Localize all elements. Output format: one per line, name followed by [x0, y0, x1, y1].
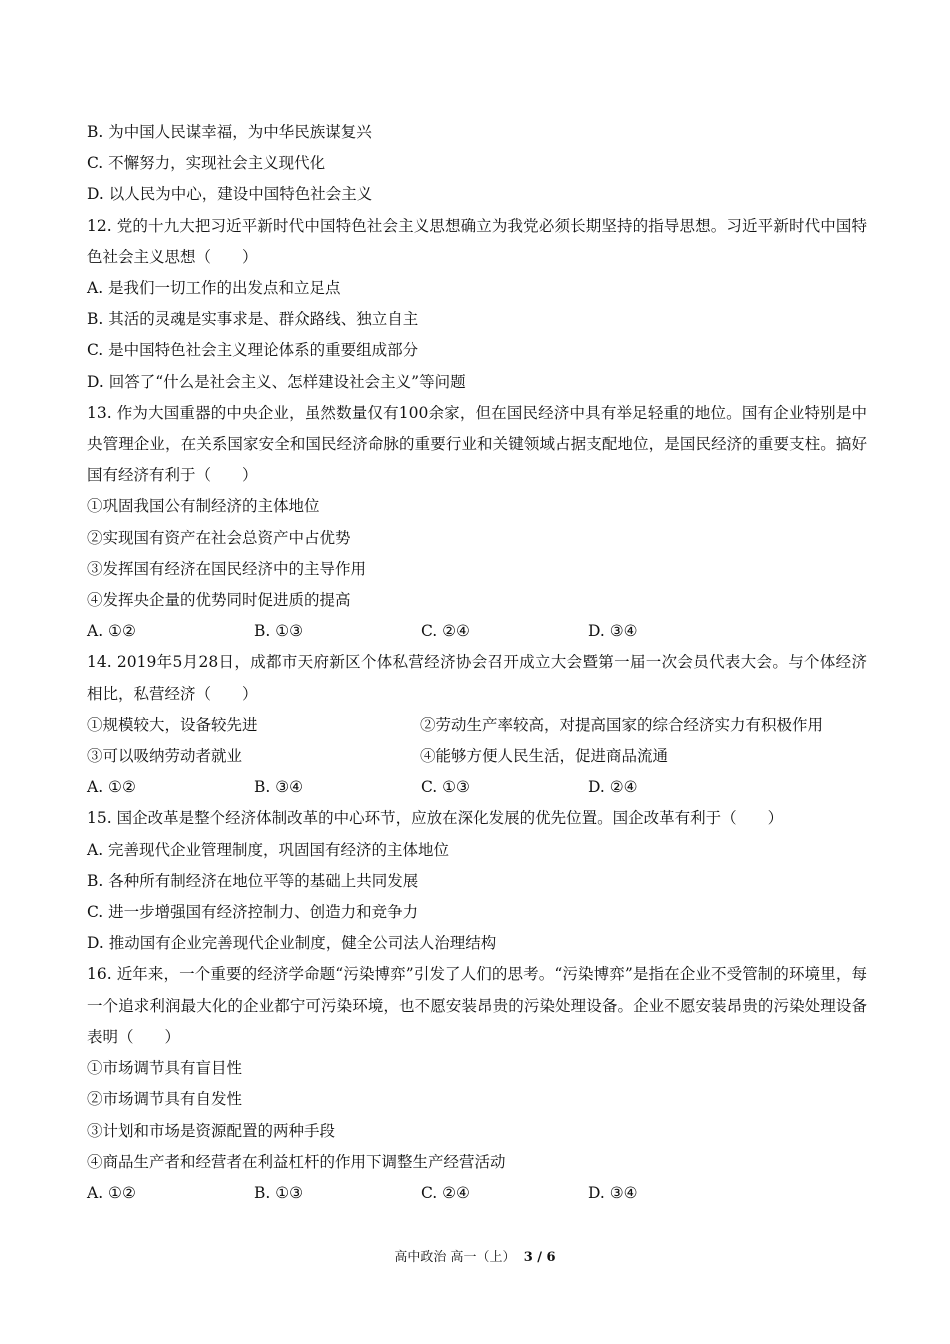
q14-option-a: A. ①②: [87, 778, 136, 797]
q12-option-a: A. 是我们一切工作的出发点和立足点: [87, 279, 341, 298]
q14-statements-row-2: [87, 741, 867, 772]
q14-statement-3: ③可以吸纳劳动者就业: [87, 747, 243, 766]
q14-option-b: B. ③④: [254, 778, 304, 797]
q12-option-d: D. 回答了“什么是社会主义、怎样建设社会主义”等问题: [87, 372, 466, 391]
q13-statement-4: ④发挥央企量的优势同时促进质的提高: [87, 591, 351, 610]
q15-option-a: A. 完善现代企业管理制度，巩固国有经济的主体地位: [87, 840, 450, 859]
q15-option-b: B. 各种所有制经济在地位平等的基础上共同发展: [87, 871, 419, 890]
q13-statement-2: ②实现国有资产在社会总资产中占优势: [87, 528, 351, 547]
q11-option-c: C. 不懈努力，实现社会主义现代化: [87, 154, 326, 173]
q16-options: [87, 1178, 867, 1209]
q12-option-c: C. 是中国特色社会主义理论体系的重要组成部分: [87, 341, 419, 360]
q13-stem: 13. 作为大国重器的中央企业，虽然数量仅有100余家，但在国民经济中具有举足轻重的地位。国有企业特别是中央管理企业，在关系国家安全和国民经济命脉的重要行业和关键领域占据支配地位，是国民经济的重要支柱。搞好国有经济有利于（ ）: [87, 403, 867, 485]
page-footer: [0, 1248, 950, 1268]
q16-statement-4: ④商品生产者和经营者在利益杠杆的作用下调整生产经营活动: [87, 1152, 506, 1171]
q12-option-b: B. 其活的灵魂是实事求是、群众路线、独立自主: [87, 310, 419, 329]
q16-statement-2: ②市场调节具有自发性: [87, 1090, 243, 1109]
q13-option-b: B. ①③: [254, 622, 304, 641]
q15-stem: 15. 国企改革是整个经济体制改革的中心环节，应放在深化发展的优先位置。国企改革有利于（ ）: [87, 809, 784, 828]
q16-option-a: A. ①②: [87, 1183, 136, 1202]
q16-option-b: B. ①③: [254, 1183, 304, 1202]
q13-option-d: D. ③④: [588, 622, 638, 641]
footer-subject: 高中政治 高一（上）: [394, 1250, 516, 1265]
q16-option-c: C. ②④: [421, 1183, 470, 1202]
q16-statement-1: ①市场调节具有盲目性: [87, 1059, 243, 1078]
q14-option-c: C. ①③: [421, 778, 470, 797]
q11-option-b: B. 为中国人民谋幸福，为中华民族谋复兴: [87, 123, 372, 141]
q15-option-d: D. 推动国有企业完善现代企业制度，健全公司法人治理结构: [87, 934, 497, 953]
q14-statement-1: ①规模较大，设备较先进: [87, 715, 258, 734]
q14-statements-row-1: [87, 710, 867, 741]
q14-statement-2: ②劳动生产率较高，对提高国家的综合经济实力有积极作用: [420, 715, 824, 734]
q12-stem: 12. 党的十九大把习近平新时代中国特色社会主义思想确立为我党必须长期坚持的指导思想。习近平新时代中国特色社会主义思想（ ）: [87, 216, 867, 266]
q16-statement-3: ③计划和市场是资源配置的两种手段: [87, 1121, 336, 1140]
q14-stem: 14. 2019年5月28日，成都市天府新区个体私营经济协会召开成立大会暨第一届一次会员代表大会。与个体经济相比，私营经济（ ）: [87, 653, 867, 703]
q11-option-d: D. 以人民为中心，建设中国特色社会主义: [87, 185, 373, 204]
q13-option-c: C. ②④: [421, 622, 470, 641]
q14-option-d: D. ②④: [588, 778, 638, 797]
q16-stem: 16. 近年来，一个重要的经济学命题“污染博弈”引发了人们的思考。“污染博弈”是指在企业不受管制的环境里，每一个追求利润最大化的企业都宁可污染环境，也不愿安装昂贵的污染处理设备。企业不愿安装昂贵的污染处理设备表明（ ）: [87, 965, 867, 1046]
q13-options: [87, 616, 867, 647]
footer-page-number: 3 / 6: [523, 1250, 556, 1265]
exam-page-body: [87, 117, 867, 1209]
q14-options: [87, 772, 867, 803]
q14-statement-4: ④能够方便人民生活，促进商品流通: [420, 747, 669, 766]
q15-option-c: C. 进一步增强国有经济控制力、创造力和竞争力: [87, 903, 419, 922]
q16-option-d: D. ③④: [588, 1183, 638, 1202]
q13-option-a: A. ①②: [87, 622, 136, 641]
q13-statement-1: ①巩固我国公有制经济的主体地位: [87, 497, 320, 516]
q13-statement-3: ③发挥国有经济在国民经济中的主导作用: [87, 559, 367, 578]
